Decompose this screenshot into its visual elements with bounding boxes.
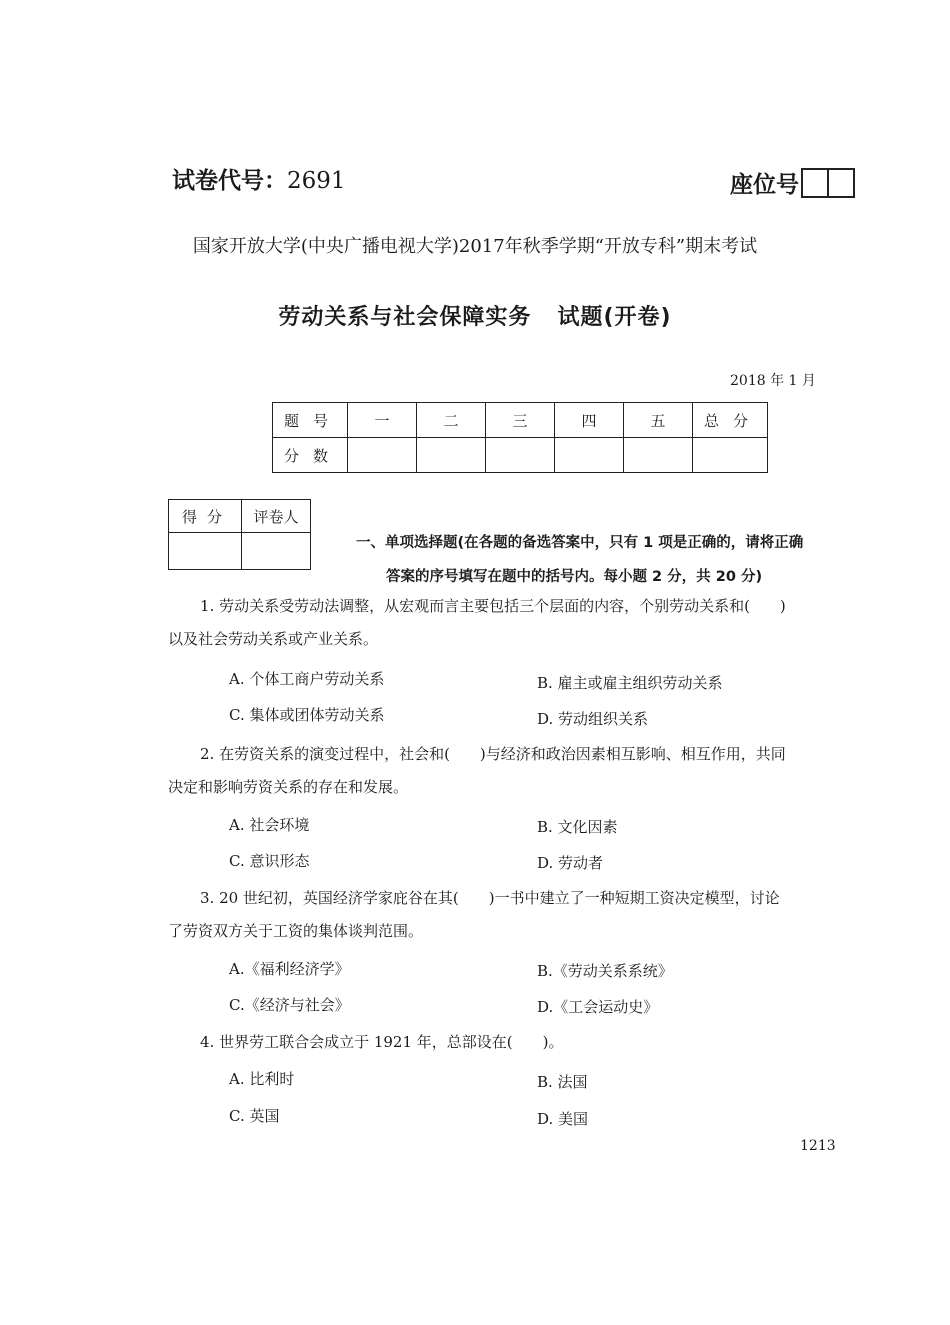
section-1-title bbox=[356, 526, 866, 594]
paper-code bbox=[172, 162, 346, 195]
question-3-option-b: B.《劳动关系系统》 bbox=[537, 962, 673, 980]
question-4-option-a: A. 比利时 bbox=[229, 1070, 295, 1088]
question-2-line-2: 决定和影响劳资关系的存在和发展。 bbox=[168, 778, 409, 796]
question-1-line-2: 以及社会劳动关系或产业关系。 bbox=[168, 630, 379, 648]
score-table bbox=[272, 402, 768, 473]
question-1-option-a: A. 个体工商户劳动关系 bbox=[229, 670, 385, 688]
question-2-option-a: A. 社会环境 bbox=[229, 816, 310, 834]
question-3-option-d: D.《工会运动史》 bbox=[537, 998, 659, 1016]
course-title: 劳动关系与社会保障实务 bbox=[278, 305, 532, 330]
institution-line: 国家开放大学(中央广播电视大学)2017年秋季学期“开放专科”期末考试 bbox=[192, 236, 758, 257]
score-header-row bbox=[273, 403, 768, 438]
seat-label: 座位号 bbox=[730, 172, 799, 198]
question-number-label: 题号 bbox=[273, 403, 348, 438]
question-4-line-1: 4. 世界劳工联合会成立于 1921 年，总部设在( )。 bbox=[200, 1033, 564, 1051]
question-3-option-a: A.《福利经济学》 bbox=[229, 960, 350, 978]
exam-date: 2018 年 1 月 bbox=[730, 373, 816, 389]
exam-title bbox=[0, 300, 950, 331]
score-cell[interactable] bbox=[348, 438, 417, 473]
score-column-5: 五 bbox=[624, 403, 693, 438]
question-2-line-1: 2. 在劳资关系的演变过程中，社会和( )与经济和政治因素相互影响、相互作用，共同 bbox=[200, 745, 786, 763]
question-3-option-c: C.《经济与社会》 bbox=[229, 996, 350, 1014]
question-4 bbox=[168, 1026, 860, 1059]
paper-type: 试题(开卷) bbox=[557, 305, 672, 330]
question-4-option-d: D. 美国 bbox=[537, 1110, 589, 1128]
seat-box[interactable] bbox=[829, 168, 855, 198]
question-1-option-b: B. 雇主或雇主组织劳动关系 bbox=[537, 674, 723, 692]
score-cell[interactable] bbox=[486, 438, 555, 473]
question-1-line-1: 1. 劳动关系受劳动法调整，从宏观而言主要包括三个层面的内容，个别劳动关系和( ) bbox=[200, 597, 786, 615]
paper-code-number: 2691 bbox=[287, 168, 346, 194]
score-column-2: 二 bbox=[417, 403, 486, 438]
seat-boxes bbox=[801, 168, 855, 198]
grader-table bbox=[168, 499, 311, 570]
score-label: 分数 bbox=[273, 438, 348, 473]
score-column-4: 四 bbox=[555, 403, 624, 438]
grader-value-row bbox=[169, 533, 311, 570]
score-cell[interactable] bbox=[624, 438, 693, 473]
question-3 bbox=[168, 882, 860, 948]
page-number: 1213 bbox=[800, 1138, 836, 1154]
question-1-option-d: D. 劳动组织关系 bbox=[537, 710, 649, 728]
score-column-1: 一 bbox=[348, 403, 417, 438]
total-score-label: 总分 bbox=[693, 403, 768, 438]
grader-cell[interactable] bbox=[242, 533, 311, 570]
score-value-row bbox=[273, 438, 768, 473]
question-3-line-2: 了劳资双方关于工资的集体谈判范围。 bbox=[168, 922, 424, 940]
section-1-line-2: 答案的序号填写在题中的括号内。每小题 2 分，共 20 分) bbox=[386, 569, 763, 585]
seat-number bbox=[730, 166, 855, 199]
grader-header-row bbox=[169, 500, 311, 533]
total-score-cell[interactable] bbox=[693, 438, 768, 473]
grader-label: 评卷人 bbox=[242, 500, 311, 533]
question-3-line-1: 3. 20 世纪初，英国经济学家庇谷在其( )一书中建立了一种短期工资决定模型，讨论 bbox=[200, 889, 780, 907]
question-2 bbox=[168, 738, 860, 804]
question-2-option-c: C. 意识形态 bbox=[229, 852, 310, 870]
section-score-label: 得分 bbox=[169, 500, 242, 533]
question-4-option-c: C. 英国 bbox=[229, 1107, 280, 1125]
question-4-option-b: B. 法国 bbox=[537, 1073, 588, 1091]
score-cell[interactable] bbox=[555, 438, 624, 473]
question-2-option-d: D. 劳动者 bbox=[537, 854, 604, 872]
section-score-cell[interactable] bbox=[169, 533, 242, 570]
score-column-3: 三 bbox=[486, 403, 555, 438]
question-1 bbox=[168, 590, 860, 656]
question-1-option-c: C. 集体或团体劳动关系 bbox=[229, 706, 385, 724]
paper-code-label: 试卷代号： bbox=[172, 168, 287, 194]
score-cell[interactable] bbox=[417, 438, 486, 473]
question-2-option-b: B. 文化因素 bbox=[537, 818, 618, 836]
section-1-line-1: 一、单项选择题(在各题的备选答案中，只有 1 项是正确的，请将正确 bbox=[356, 535, 804, 551]
seat-box[interactable] bbox=[801, 168, 829, 198]
